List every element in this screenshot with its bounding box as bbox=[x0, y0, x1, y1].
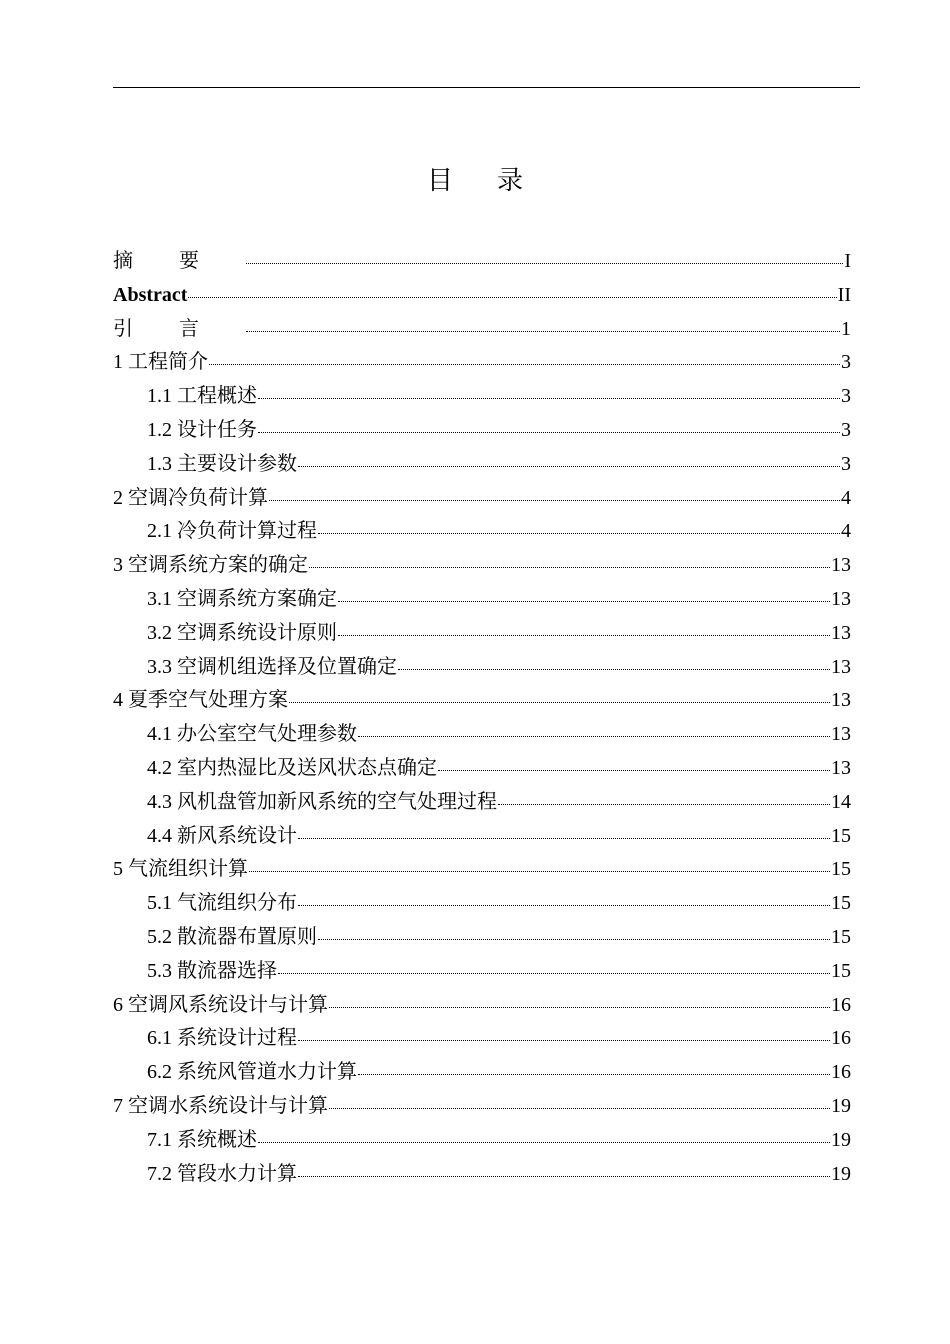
toc-entry[interactable] bbox=[113, 1090, 851, 1124]
toc-entry-page: 15 bbox=[831, 892, 851, 915]
toc-entry-page: 4 bbox=[841, 486, 851, 509]
page-title: 目录 bbox=[426, 166, 567, 195]
toc-entry-page: 3 bbox=[841, 418, 851, 441]
toc-subentry[interactable] bbox=[113, 921, 851, 955]
dot-leader bbox=[258, 398, 840, 399]
toc-entry-page: 16 bbox=[831, 1061, 851, 1084]
toc-entry-page: 13 bbox=[831, 655, 851, 678]
dot-leader bbox=[498, 804, 830, 805]
toc-subentry[interactable] bbox=[113, 786, 851, 820]
toc-entry-label: 5.2 散流器布置原则 bbox=[147, 925, 317, 948]
toc-entry[interactable] bbox=[113, 549, 851, 583]
toc-entry-page: 16 bbox=[831, 993, 851, 1016]
toc-subentry[interactable] bbox=[113, 414, 851, 448]
dot-leader bbox=[398, 669, 830, 670]
toc-entry-page: 19 bbox=[831, 1094, 851, 1117]
toc-subentry[interactable] bbox=[113, 448, 851, 482]
toc-subentry[interactable] bbox=[113, 380, 851, 414]
toc-entry-label: 摘要 bbox=[113, 250, 245, 272]
toc-entry-label: 3.2 空调系统设计原则 bbox=[147, 621, 337, 644]
toc-entry-page: 3 bbox=[841, 452, 851, 475]
toc-entry[interactable] bbox=[113, 313, 851, 347]
toc-subentry[interactable] bbox=[113, 515, 851, 549]
toc-entry-page: 13 bbox=[831, 689, 851, 712]
toc-entry-page: 19 bbox=[831, 1162, 851, 1185]
toc-entry-label: 3 空调系统方案的确定 bbox=[113, 554, 308, 577]
toc-entry-page: 13 bbox=[831, 756, 851, 779]
toc-subentry[interactable] bbox=[113, 1124, 851, 1158]
dot-leader bbox=[298, 905, 830, 906]
dot-leader bbox=[298, 1040, 830, 1041]
dot-leader bbox=[358, 736, 830, 737]
header-rule bbox=[113, 87, 860, 88]
toc-entry-label: 1.2 设计任务 bbox=[147, 418, 257, 441]
toc-entry-label: 5.1 气流组织分布 bbox=[147, 892, 297, 915]
toc-entry[interactable] bbox=[113, 853, 851, 887]
dot-leader bbox=[278, 973, 830, 974]
dot-leader bbox=[258, 432, 840, 433]
dot-leader bbox=[338, 635, 830, 636]
toc-entry-label: 3.3 空调机组选择及位置确定 bbox=[147, 655, 397, 678]
toc-entry-page: 13 bbox=[831, 554, 851, 577]
toc-entry-page: 3 bbox=[841, 385, 851, 408]
toc-entry-page: 13 bbox=[831, 723, 851, 746]
toc-entry-page: 3 bbox=[841, 351, 851, 374]
dot-leader bbox=[329, 1007, 830, 1008]
toc-entry-label: 4.2 室内热湿比及送风状态点确定 bbox=[147, 756, 437, 779]
dot-leader bbox=[298, 466, 840, 467]
dot-leader bbox=[309, 567, 830, 568]
toc-subentry[interactable] bbox=[113, 583, 851, 617]
toc-entry-page: 15 bbox=[831, 858, 851, 881]
dot-leader bbox=[338, 601, 830, 602]
toc-subentry[interactable] bbox=[113, 820, 851, 854]
table-of-contents bbox=[113, 245, 851, 1191]
toc-entry-page: 13 bbox=[831, 587, 851, 610]
toc-entry-label: 4.4 新风系统设计 bbox=[147, 824, 297, 847]
toc-entry-page: 15 bbox=[831, 824, 851, 847]
toc-entry-label: 1.3 主要设计参数 bbox=[147, 452, 297, 475]
toc-entry-page: 16 bbox=[831, 1027, 851, 1050]
toc-subentry[interactable] bbox=[113, 887, 851, 921]
toc-subentry[interactable] bbox=[113, 955, 851, 989]
toc-entry-label: 5 气流组织计算 bbox=[113, 858, 248, 881]
toc-entry-label: 1 工程简介 bbox=[113, 351, 208, 374]
dot-leader bbox=[269, 500, 840, 501]
dot-leader bbox=[258, 1142, 830, 1143]
toc-entry-label: 7.2 管段水力计算 bbox=[147, 1162, 297, 1185]
toc-entry-page: 1 bbox=[841, 317, 851, 340]
toc-entry-page: 19 bbox=[831, 1128, 851, 1151]
toc-entry-label: 4.1 办公室空气处理参数 bbox=[147, 723, 357, 746]
dot-leader bbox=[329, 1108, 830, 1109]
toc-entry[interactable] bbox=[113, 346, 851, 380]
dot-leader bbox=[298, 1176, 830, 1177]
toc-subentry[interactable] bbox=[113, 718, 851, 752]
toc-entry-label: 2.1 冷负荷计算过程 bbox=[147, 520, 317, 543]
toc-entry-page: 13 bbox=[831, 621, 851, 644]
toc-entry[interactable] bbox=[113, 482, 851, 516]
dot-leader bbox=[289, 702, 830, 703]
dot-leader bbox=[246, 331, 840, 332]
dot-leader bbox=[318, 533, 840, 534]
dot-leader bbox=[318, 939, 830, 940]
toc-entry-label: 4 夏季空气处理方案 bbox=[113, 689, 288, 712]
toc-entry[interactable] bbox=[113, 279, 851, 313]
toc-entry-page: II bbox=[837, 283, 851, 306]
toc-entry-label: 6.2 系统风管道水力计算 bbox=[147, 1061, 357, 1084]
toc-entry-label: 7 空调水系统设计与计算 bbox=[113, 1094, 328, 1117]
toc-subentry[interactable] bbox=[113, 1022, 851, 1056]
dot-leader bbox=[249, 871, 830, 872]
toc-entry-page: 14 bbox=[831, 790, 851, 813]
toc-entry-page: 15 bbox=[831, 959, 851, 982]
toc-subentry[interactable] bbox=[113, 651, 851, 685]
dot-leader bbox=[358, 1074, 830, 1075]
toc-entry-label: 1.1 工程概述 bbox=[147, 385, 257, 408]
dot-leader bbox=[246, 263, 843, 264]
toc-entry-page: I bbox=[844, 250, 851, 272]
dot-leader bbox=[438, 770, 830, 771]
toc-entry[interactable] bbox=[113, 989, 851, 1023]
toc-subentry[interactable] bbox=[113, 617, 851, 651]
toc-entry-label: 7.1 系统概述 bbox=[147, 1128, 257, 1151]
toc-entry-label: Abstract bbox=[113, 283, 188, 306]
toc-entry-label: 5.3 散流器选择 bbox=[147, 959, 277, 982]
dot-leader bbox=[188, 297, 836, 298]
toc-entry-page: 4 bbox=[841, 520, 851, 543]
dot-leader bbox=[298, 838, 830, 839]
toc-entry-page: 15 bbox=[831, 925, 851, 948]
toc-subentry[interactable] bbox=[113, 752, 851, 786]
toc-entry-label: 3.1 空调系统方案确定 bbox=[147, 587, 337, 610]
toc-entry-label: 4.3 风机盘管加新风系统的空气处理过程 bbox=[147, 790, 497, 813]
toc-entry[interactable] bbox=[113, 245, 851, 279]
toc-entry-label: 2 空调冷负荷计算 bbox=[113, 486, 268, 509]
toc-subentry[interactable] bbox=[113, 1056, 851, 1090]
dot-leader bbox=[209, 364, 840, 365]
toc-subentry[interactable] bbox=[113, 1158, 851, 1192]
toc-entry[interactable] bbox=[113, 684, 851, 718]
toc-entry-label: 引言 bbox=[113, 317, 245, 340]
toc-entry-label: 6.1 系统设计过程 bbox=[147, 1027, 297, 1050]
toc-entry-label: 6 空调风系统设计与计算 bbox=[113, 993, 328, 1016]
